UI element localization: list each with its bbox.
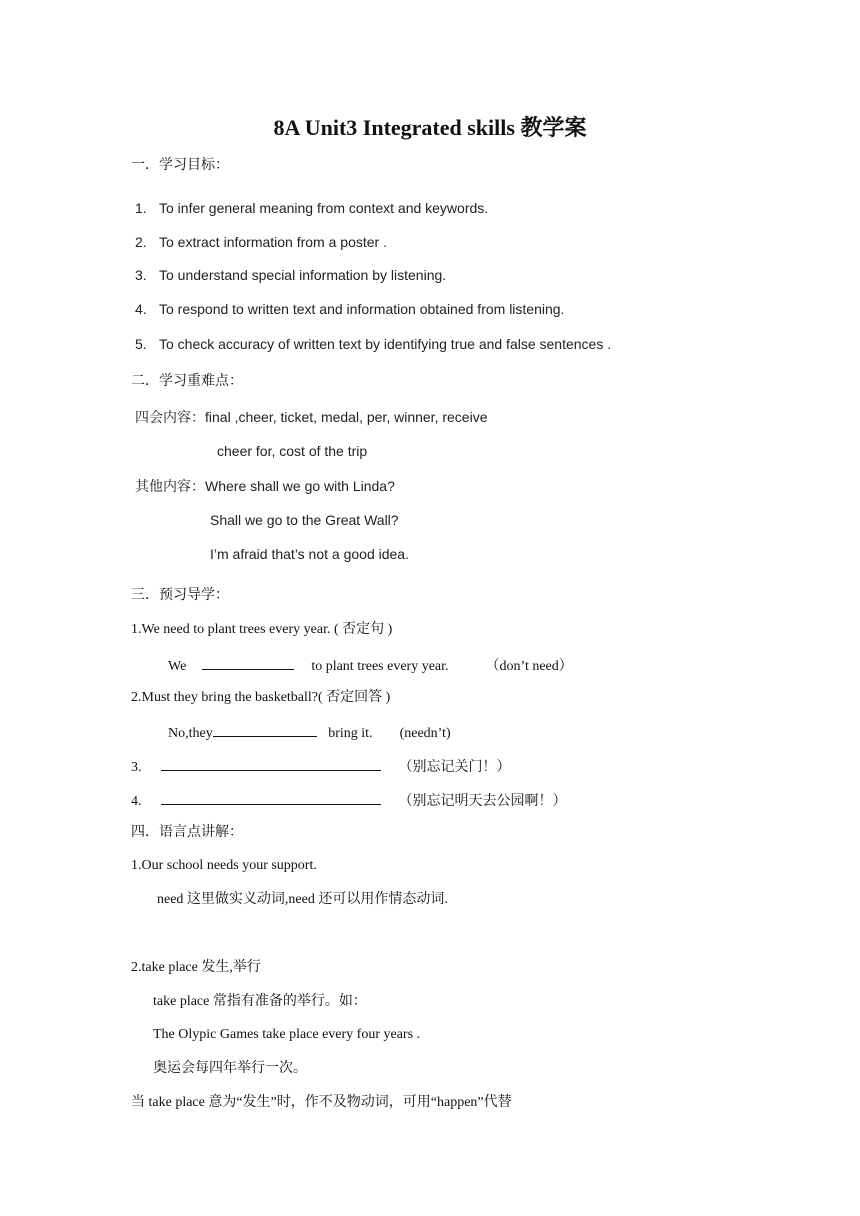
must-know-line2: cheer for, cost of the trip	[217, 443, 368, 459]
answer-2-row	[168, 722, 451, 743]
question-2: 2.Must they bring the basketball?( 否定回答 )	[131, 690, 391, 705]
point-2-line1: take place 常指有准备的举行。如：	[153, 994, 367, 1009]
objective-text: To infer general meaning from context and keywords.	[159, 200, 489, 216]
objective-item-3	[135, 266, 446, 284]
objective-number: 2.	[135, 234, 147, 250]
answer-2-blank[interactable]	[213, 722, 317, 737]
question-4-number: 4.	[131, 794, 142, 809]
point-2: 2.take place 发生,举行	[131, 960, 261, 975]
question-4-blank[interactable]	[161, 790, 381, 805]
other-content-line3: I’m afraid that’s not a good idea.	[210, 546, 409, 562]
objective-item-4	[135, 300, 564, 318]
answer-2-start: No,they	[168, 726, 213, 741]
point-2-line4: 当 take place 意为“发生”时，作不及物动词，可用“happen”代替	[131, 1095, 512, 1110]
objective-text: To extract information from a poster .	[159, 234, 387, 250]
section2-heading: 二．学习重难点：	[131, 374, 243, 389]
point-1-note: need 这里做实义动词,need 还可以用作情态动词.	[157, 892, 448, 907]
objective-number: 4.	[135, 301, 147, 317]
objective-number: 1.	[135, 200, 147, 216]
must-know-row	[135, 408, 487, 427]
question-4-row	[131, 790, 567, 811]
question-3-row	[131, 756, 511, 777]
objective-text: To understand special information by listening.	[159, 267, 447, 283]
must-know-label: 四会内容：	[135, 410, 205, 426]
answer-1-start: We	[168, 659, 187, 674]
objective-item-1	[135, 199, 488, 217]
objective-number: 3.	[135, 267, 147, 283]
question-4-hint: （别忘记明天去公园啊！）	[398, 794, 567, 809]
answer-2-hint: (needn’t)	[399, 726, 451, 741]
section4-heading: 四．语言点讲解：	[131, 825, 243, 840]
answer-1-hint: （don’t need）	[485, 659, 573, 674]
question-3-hint: （别忘记关门！）	[398, 760, 511, 775]
objective-item-5	[135, 335, 611, 353]
section1-heading: 一．学习目标：	[131, 158, 229, 173]
objective-text: To respond to written text and information obtained from listening.	[159, 301, 565, 317]
answer-1-blank[interactable]	[202, 655, 294, 670]
answer-2-end: bring it.	[328, 726, 373, 741]
page-title: 8A Unit3 Integrated skills 教学案	[273, 115, 587, 140]
answer-1-row	[168, 655, 573, 676]
question-3-number: 3.	[131, 760, 142, 775]
objective-number: 5.	[135, 336, 147, 352]
section3-heading: 三．预习导学：	[131, 588, 229, 603]
other-content-label: 其他内容：	[135, 479, 205, 495]
other-content-line1: Where shall we go with Linda?	[205, 478, 395, 494]
other-content-line2: Shall we go to the Great Wall?	[210, 512, 399, 528]
question-1: 1.We need to plant trees every year. ( 否定句 )	[131, 622, 393, 637]
answer-1-end: to plant trees every year.	[311, 659, 449, 674]
other-content-row	[135, 477, 395, 496]
objective-text: To check accuracy of written text by identifying true and false sentences .	[159, 336, 612, 352]
point-1: 1.Our school needs your support.	[131, 858, 317, 873]
question-3-blank[interactable]	[161, 756, 381, 771]
objective-item-2	[135, 233, 387, 251]
point-2-line3: 奥运会每四年举行一次。	[153, 1061, 307, 1076]
must-know-line1: final ,cheer, ticket, medal, per, winner, receive	[205, 409, 488, 425]
point-2-line2: The Olypic Games take place every four years .	[153, 1027, 421, 1042]
